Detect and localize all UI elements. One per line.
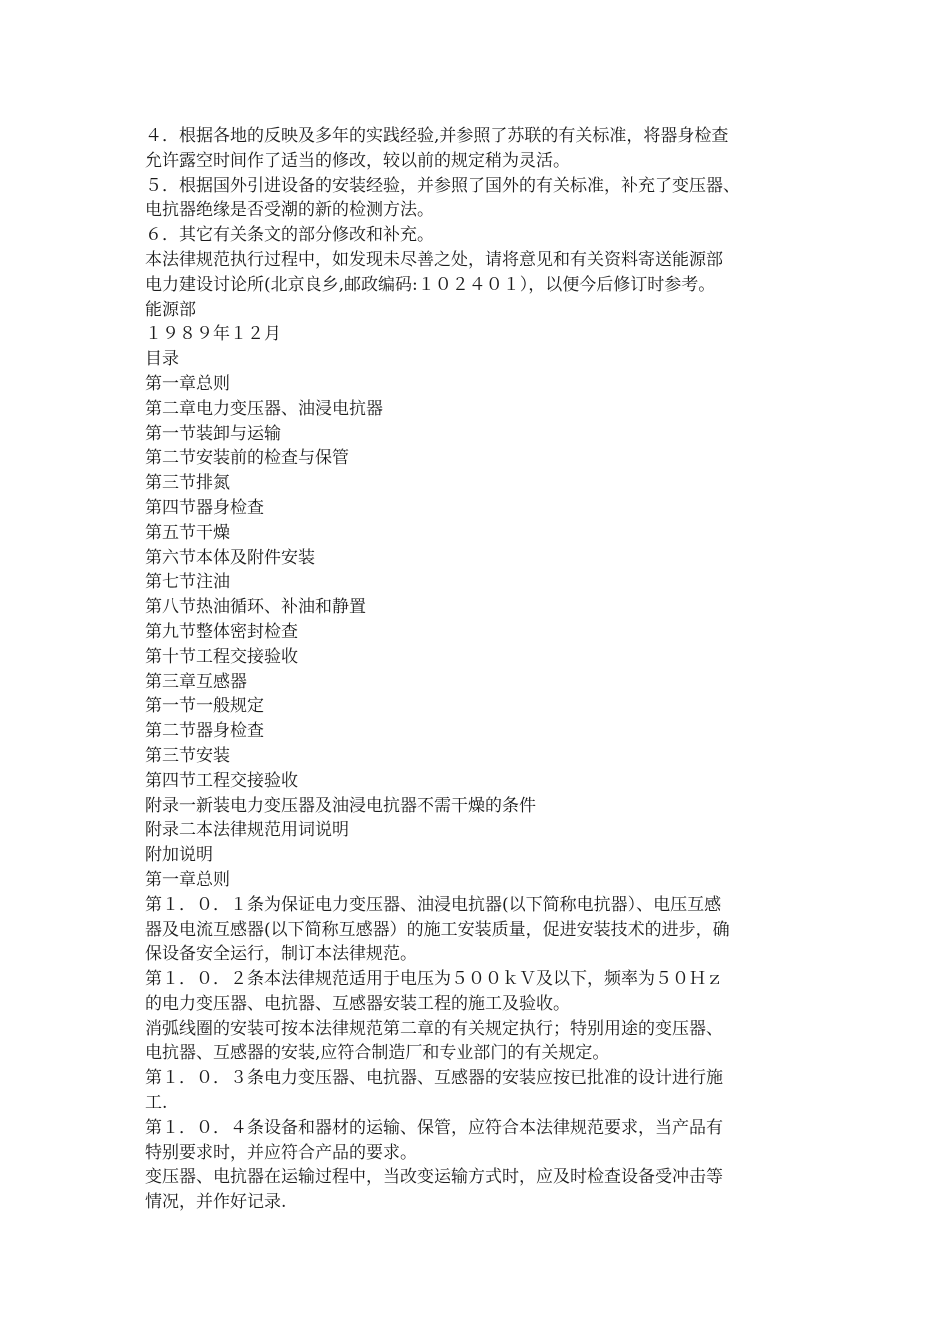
paragraph-item-6: ６．其它有关条文的部分修改和补充。: [145, 225, 434, 246]
toc-entry: 第六节本体及附件安装: [145, 547, 315, 568]
toc-entry: 第二章电力变压器、油浸电抗器: [145, 398, 383, 419]
toc-entry: 第八节热油循环、补油和静置: [145, 597, 366, 618]
issuer: 能源部: [145, 299, 196, 320]
toc-entry: 附录一新装电力变压器及油浸电抗器不需干燥的条件: [145, 795, 536, 816]
toc-entry: 第三节安装: [145, 745, 230, 766]
toc-entry: 第五节干燥: [145, 522, 230, 543]
toc-entry: 第一节装卸与运输: [145, 423, 281, 444]
document-body: [145, 124, 815, 1215]
toc-entry: 第一节一般规定: [145, 696, 264, 717]
feedback-note: 本法律规范执行过程中，如发现未尽善之处，请将意见和有关资料寄送能源部 电力建设讨论所(北京良乡,邮政编码:１０２４０１），以便今后修订时参考。: [145, 249, 723, 295]
article-paragraph: 消弧线圈的安装可按本法律规范第二章的有关规定执行；特别用途的变压器、 电抗器、互感器的安装,应符合制造厂和专业部门的有关规定。: [145, 1018, 723, 1064]
toc-entry: 第一章总则: [145, 373, 230, 394]
chapter-heading: 第一章总则: [145, 869, 230, 890]
toc-entry: 第二节安装前的检查与保管: [145, 448, 349, 469]
paragraph-item-4: ４．根据各地的反映及多年的实践经验,并参照了苏联的有关标准，将器身检查 允许露空时间作了适当的修改，较以前的规定稍为灵活。: [145, 126, 729, 171]
issue-date: １９８９年１２月: [145, 324, 281, 345]
toc-entry: 第四节器身检查: [145, 497, 264, 518]
toc-entry: 第七节注油: [145, 572, 230, 593]
article-1-0-4: 第１．０．４条设备和器材的运输、保管，应符合本法律规范要求，当产品有 特别要求时，并应符合产品的要求。: [145, 1117, 723, 1163]
toc-entry: 第三章互感器: [145, 671, 247, 692]
article-1-0-3: 第１．０．３条电力变压器、电抗器、互感器的安装应按已批准的设计进行施 工.: [145, 1068, 723, 1114]
toc-entry: 第二节器身检查: [145, 721, 264, 742]
toc-heading: 目录: [145, 349, 179, 370]
article-paragraph: 变压器、电抗器在运输过程中，当改变运输方式时，应及时检查设备受冲击等 情况，并作好记录.: [145, 1167, 723, 1213]
toc-entry: 第三节排氮: [145, 473, 230, 494]
article-1-0-2: 第１．０．２条本法律规范适用于电压为５００ｋＶ及以下，频率为５０Ｈｚ 的电力变压器、电抗器、互感器安装工程的施工及验收。: [145, 969, 723, 1014]
toc-entry: 附录二本法律规范用词说明: [145, 820, 349, 841]
toc-entry: 第十节工程交接验收: [145, 646, 298, 667]
paragraph-item-5: ５．根据国外引进设备的安装经验，并参照了国外的有关标准，补充了变压器、 电抗器绝缘是否受潮的新的检测方法。: [145, 175, 740, 221]
toc-entry: 第四节工程交接验收: [145, 770, 298, 791]
article-1-0-1: 第１．０．１条为保证电力变压器、油浸电抗器(以下简称电抗器）、电压互感 器及电流互感器(以下简称互感器）的施工安装质量，促进安装技术的进步，确 保设备安全运行，制订本法律规范。: [145, 894, 730, 965]
toc-entry: 第九节整体密封检查: [145, 621, 298, 642]
toc-entry: 附加说明: [145, 845, 213, 866]
